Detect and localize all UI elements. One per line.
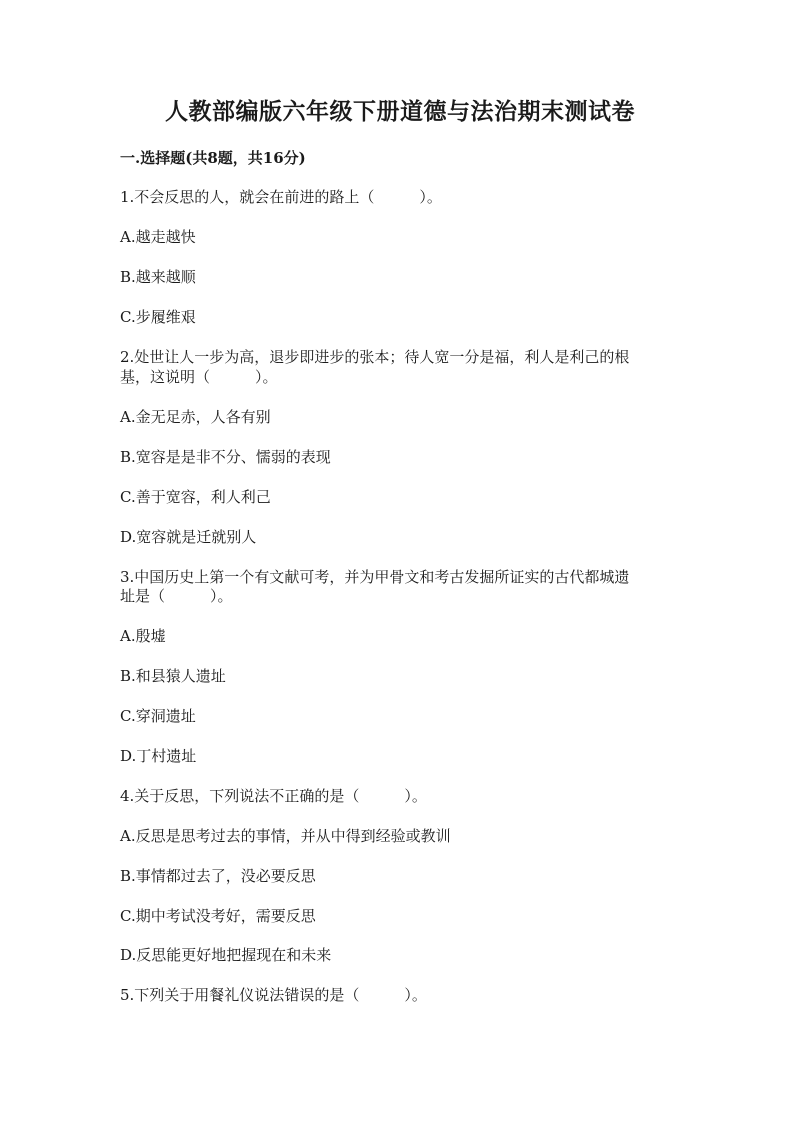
question-4-stem: 4.关于反思，下列说法不正确的是（ ）。 (120, 787, 427, 805)
question-2-option-c: C.善于宽容，利人利己 (120, 488, 271, 506)
question-3-stem-line-1: 3.中国历史上第一个有文献可考，并为甲骨文和考古发掘所证实的古代都城遗 (120, 568, 630, 586)
question-4-option-b: B.事情都过去了，没必要反思 (120, 867, 316, 885)
question-3-option-b: B.和县猿人遗址 (120, 667, 226, 685)
question-1-option-c: C.步履维艰 (120, 308, 196, 326)
question-3-stem-line-2: 址是（ ）。 (120, 587, 233, 605)
page-title: 人教部编版六年级下册道德与法治期末测试卷 (165, 98, 635, 125)
question-2-option-d: D.宽容就是迁就别人 (120, 528, 257, 546)
question-3-option-d: D.丁村遗址 (120, 747, 197, 765)
question-2-option-a: A.金无足赤，人各有别 (120, 408, 271, 426)
question-1-option-b: B.越来越顺 (120, 268, 196, 286)
question-2-stem-line-2: 基，这说明（ ）。 (120, 368, 278, 386)
question-1-stem: 1.不会反思的人，就会在前进的路上（ ）。 (120, 188, 442, 206)
question-2-stem-line-1: 2.处世让人一步为高，退步即进步的张本；待人宽一分是福，利人是利己的根 (120, 348, 630, 366)
section-heading: 一.选择题(共8题，共16分) (120, 149, 306, 167)
question-1-option-a: A.越走越快 (120, 228, 196, 246)
question-4-option-d: D.反思能更好地把握现在和未来 (120, 946, 332, 964)
question-3-option-a: A.殷墟 (120, 627, 166, 645)
question-5-stem: 5.下列关于用餐礼仪说法错误的是（ ）。 (120, 986, 427, 1004)
question-4-option-a: A.反思是思考过去的事情，并从中得到经验或教训 (120, 827, 451, 845)
question-2-option-b: B.宽容是是非不分、懦弱的表现 (120, 448, 331, 466)
question-3-option-c: C.穿洞遗址 (120, 707, 196, 725)
question-4-option-c: C.期中考试没考好，需要反思 (120, 907, 316, 925)
